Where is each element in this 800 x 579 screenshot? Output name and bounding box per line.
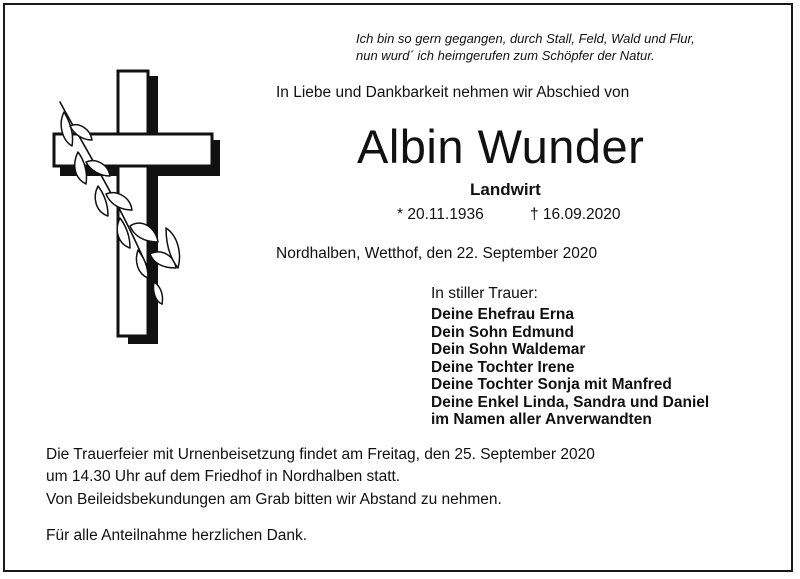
list-item: Deine Tochter Sonja mit Manfred xyxy=(431,376,672,393)
list-item: im Namen aller Anverwandten xyxy=(431,411,652,428)
list-item: Deine Tochter Irene xyxy=(431,358,575,376)
birth-date: * 20.11.1936 xyxy=(397,206,484,223)
ceremony-line-2: um 14.30 Uhr auf dem Friedhof in Nordhalben statt. xyxy=(46,467,401,485)
list-item: Dein Sohn Edmund xyxy=(431,323,574,341)
list-item: Deine Enkel Linda, Sandra und Daniel xyxy=(431,393,710,411)
profession: Landwirt xyxy=(470,180,541,199)
deceased-name: Albin Wunder xyxy=(357,120,645,173)
ceremony-text xyxy=(46,444,595,487)
quote-line-2: nun wurd´ ich heimgerufen zum Schöpfer der Natur. xyxy=(356,48,655,63)
mourners-list xyxy=(431,306,709,429)
cross-with-palm-branch-icon xyxy=(50,68,222,344)
death-date: † 16.09.2020 xyxy=(530,206,621,223)
mourning-heading: In stiller Trauer: xyxy=(431,285,538,302)
ceremony-line-1: Die Trauerfeier mit Urnenbeisetzung findet am Freitag, den 25. September 2020 xyxy=(46,446,595,463)
list-item: Deine Ehefrau Erna xyxy=(431,306,574,323)
quote-line-1: Ich bin so gern gegangen, durch Stall, Feld, Wald und Flur, xyxy=(356,31,695,46)
intro-text: In Liebe und Dankbarkeit nehmen wir Abschied von xyxy=(276,84,630,101)
place-date: Nordhalben, Wetthof, den 22. September 2020 xyxy=(276,245,598,262)
thanks-text: Für alle Anteilnahme herzlichen Dank. xyxy=(46,527,308,544)
condolence-text: Von Beileidsbekundungen am Grab bitten wir Abstand zu nehmen. xyxy=(46,491,502,508)
list-item: Dein Sohn Waldemar xyxy=(431,341,586,358)
